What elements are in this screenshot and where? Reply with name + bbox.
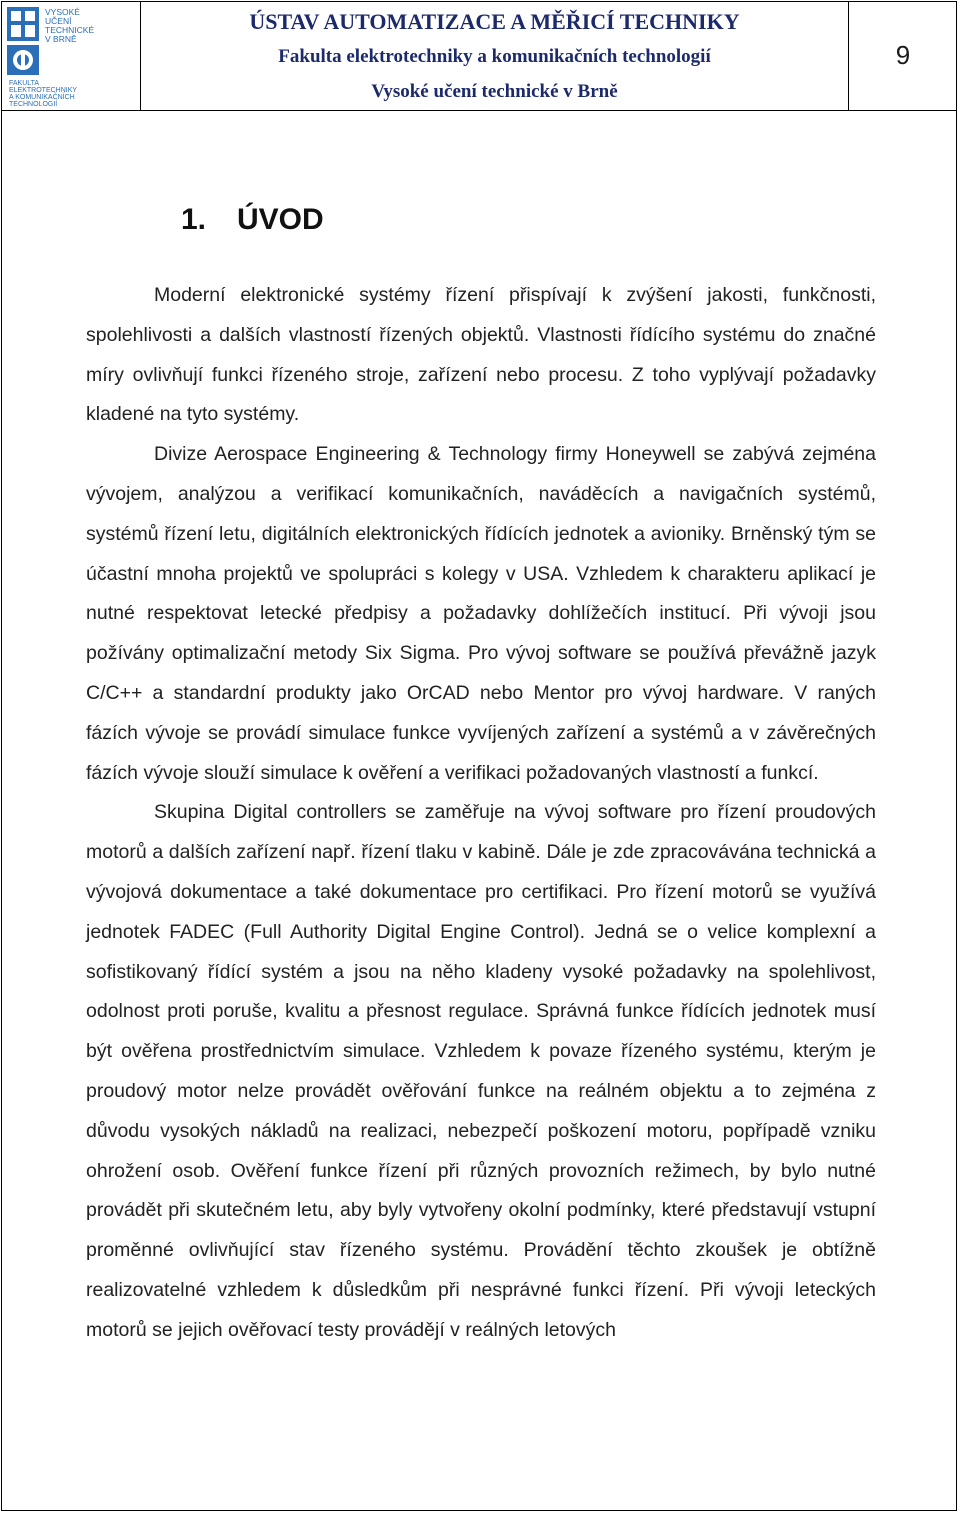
svg-text:V BRNĚ: V BRNĚ xyxy=(45,34,77,44)
faculty-name: Fakulta elektrotechniky a komunikačních technologií xyxy=(278,46,711,67)
svg-text:ELEKTROTECHNIKY: ELEKTROTECHNIKY xyxy=(9,87,78,94)
svg-text:TECHNICKÉ: TECHNICKÉ xyxy=(45,25,95,35)
faculty-logo xyxy=(1,1,141,110)
svg-text:FAKULTA: FAKULTA xyxy=(9,80,40,87)
paragraph-honeywell: Divize Aerospace Engineering & Technology firmy Honeywell se zabývá zejména vývojem, analýzou a verifikací komunikačních, naváděcích a navigačních systémů, systémů řízení letu, digitálních elektronických řídících jednotek a avioniky. Brněnský tým se účastní mnoha projektů ve spolupráci s kolegy v USA. Vzhledem k charakteru aplikací je nutné respektovat letecké předpisy a požadavky dohlížečích institucí. Při vývoji jsou požívány optimalizační metody Six Sigma. Pro vývoj software se používá převážně jazyk C/C++ a standardní produkty jako OrCAD nebo Mentor pro vývoj hardware. V raných fázích vývoje se provádí simulace funkce vyvíjených zařízení a systémů a v závěrečných fázích vývoje slouží simulace k ověření a verifikaci požadovaných vlastností a funkcí. xyxy=(86,443,876,784)
paragraph-intro: Moderní elektronické systémy řízení přispívají k zvýšení jakosti, funkčnosti, spolehlivosti a dalších vlastností řízených objektů. Vlastnosti řídícího systému do značné míry ovlivňují funkci řízeného stroje, zařízení nebo procesu. Z toho vyplývají požadavky kladené na tyto systémy. xyxy=(86,284,876,426)
page-header xyxy=(1,1,957,111)
header-title-block xyxy=(141,1,849,110)
chapter-heading xyxy=(181,203,324,237)
svg-text:VYSOKÉ: VYSOKÉ xyxy=(45,7,80,17)
paragraph-digital-controllers: Skupina Digital controllers se zaměřuje na vývoj software pro řízení proudových motorů a dalších zařízení např. řízení tlaku v kabině. Dále je zde zpracovávána technická a vývojová dokumentace a také dokumentace pro certifikaci. Pro řízení motorů se využívá jednotek FADEC (Full Authority Digital Engine Control). Jedná se o velice komplexní a sofistikovaný řídící systém a jsou na něho kladeny vysoké požadavky na spolehlivost, odolnost proti poruše, kvalitu a přesnost regulace. Správná funkce řídících jednotek musí být ověřena prostřednictvím simulace. Vzhledem k povaze řízeného systému, kterým je proudový motor nelze provádět ověřování funkce na reálném objektu a to zejména z důvodu vysokých nákladů na realizaci, nebezpečí poškození motoru, popřípadě vzniku ohrožení osob. Ověření funkce řízení při různých provozních režimech, by bylo nutné provádět při skutečném letu, aby byly vytvořeny okolní podmínky, které představují vstupní proměnné ovlivňující stav řízeného systému. Provádění těchto zkoušek je obtížně realizovatelné vzhledem k důsledkům při nesprávné funkci řízení. Při vývoji leteckých motorů se jejich ověřovací testy provádějí v reálných letových xyxy=(86,801,876,1341)
institute-name: ÚSTAV AUTOMATIZACE A MĚŘICÍ TECHNIKY xyxy=(249,9,740,34)
chapter-title: ÚVOD xyxy=(237,203,324,236)
svg-text:TECHNOLOGIÍ: TECHNOLOGIÍ xyxy=(9,101,58,106)
university-name: Vysoké učení technické v Brně xyxy=(371,81,618,102)
body-text xyxy=(86,276,876,1351)
page-number: 9 xyxy=(895,40,911,70)
feec-logo-icon xyxy=(5,5,135,106)
svg-text:A KOMUNIKAČNÍCH: A KOMUNIKAČNÍCH xyxy=(9,94,75,101)
chapter-number: 1. xyxy=(181,203,207,236)
svg-text:UČENÍ: UČENÍ xyxy=(45,16,72,26)
